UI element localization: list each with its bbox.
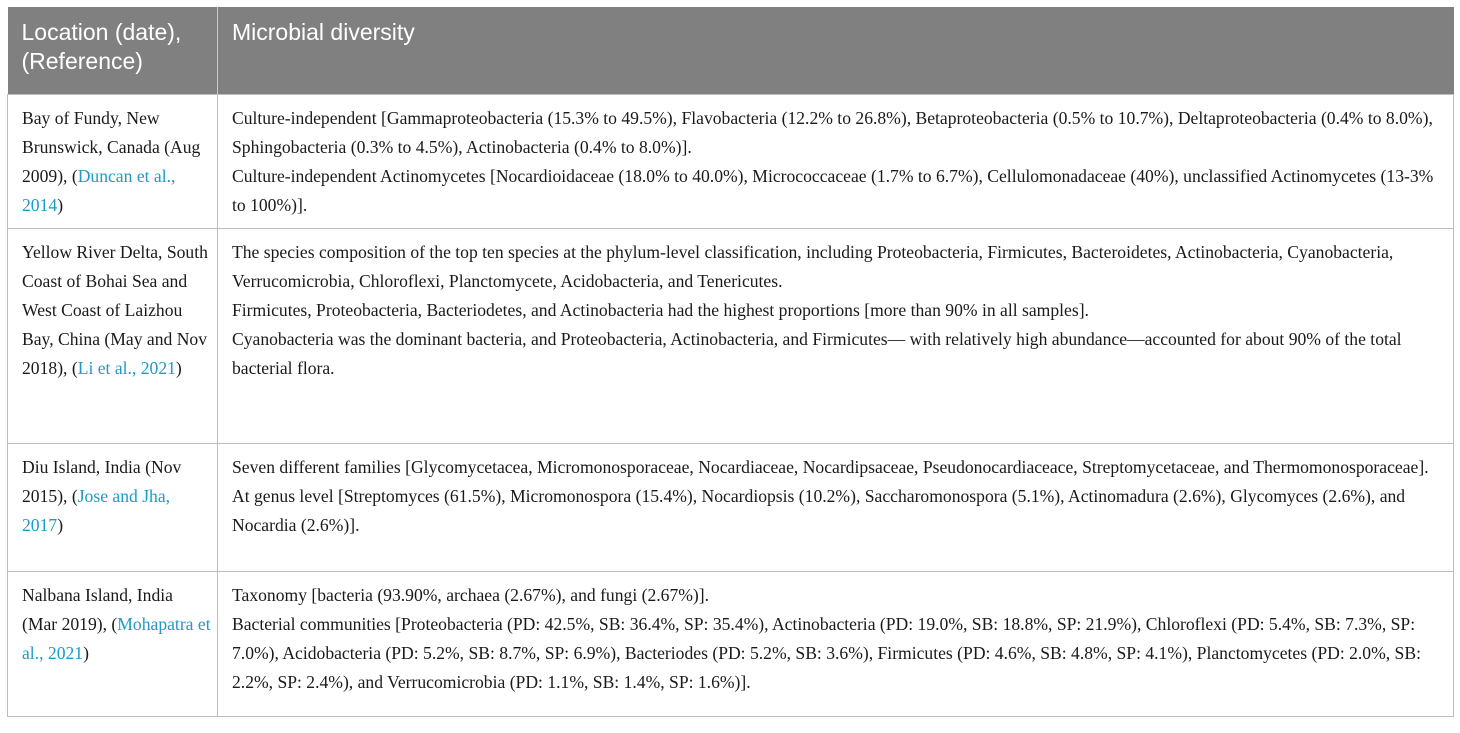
location-tail: ) bbox=[83, 642, 89, 663]
diversity-paragraph: Bacterial communities [Proteobacteria (PD: 42.5%, SB: 36.4%, SP: 35.4%), Actinobacteria (PD: 19.0%, SB: 18.8%, SP: 21.9%), Chloroflexi (PD: 5.4%, SB: 7.3%, SP: 7.0%), Acidobacteria (PD: 5.2%, SB: 8.7%, SP: 6.9%), Bacteriodes (PD: 5.2%, SB: 3.6%), Firmicutes (PD: 4.6%, SB: 4.8%, SP: 4.1%), Planctomycetes (PD: 2.0%, SB: 2.2%, SP: 2.4%), and Verrucomicrobia (PD: 1.1%, SB: 1.4%, SP: 1.6%)]. bbox=[232, 613, 1421, 692]
diversity-paragraph: Taxonomy [bacteria (93.90%, archaea (2.67%), and fungi (2.67%)]. bbox=[232, 584, 710, 605]
microbial-diversity-table bbox=[7, 7, 1454, 717]
table-row bbox=[8, 571, 1454, 716]
table-header-row bbox=[8, 7, 1454, 94]
diversity-paragraph: The species composition of the top ten species at the phylum-level classification, including Proteobacteria, Firmicutes, Bacteroidetes, Actinobacteria, Cyanobacteria, Verrucomicrobia, Chloroflexi, Planctomycete, Acidobacteria, and Tenericutes. bbox=[232, 241, 1394, 291]
diversity-cell bbox=[218, 571, 1454, 716]
table-row bbox=[8, 443, 1454, 571]
diversity-paragraph: At genus level [Streptomyces (61.5%), Micromonospora (15.4%), Nocardiopsis (10.2%), Saccharomonospora (5.1%), Actinomadura (2.6%), Glycomyces (2.6%), and Nocardia (2.6%)]. bbox=[232, 485, 1406, 535]
diversity-paragraph: Culture-independent Actinomycetes [Nocardioidaceae (18.0% to 40.0%), Micrococcaceae (1.7% to 6.7%), Cellulomonadaceae (40%), unclassified Actinomycetes (13-3% to 100%)]. bbox=[232, 165, 1434, 215]
location-tail: ) bbox=[57, 514, 64, 535]
diversity-paragraph: Firmicutes, Proteobacteria, Bacteriodetes, and Actinobacteria had the highest proportions [more than 90% in all samples]. bbox=[232, 299, 1089, 320]
location-cell bbox=[8, 94, 218, 228]
diversity-cell bbox=[218, 94, 1454, 228]
table-row bbox=[8, 228, 1454, 443]
location-text: Yellow River Delta, South Coast of Bohai Sea and West Coast of Laizhou Bay, China (May and Nov 2018), ( bbox=[22, 241, 208, 378]
diversity-paragraph: Culture-independent [Gammaproteobacteria (15.3% to 49.5%), Flavobacteria (12.2% to 26.8%), Betaproteobacteria (0.5% to 10.7%), Deltaproteobacteria (0.4% to 8.0%), Sphingobacteria (0.3% to 4.5%), Actinobacteria (0.4% to 8.0%)]. bbox=[232, 107, 1433, 157]
microbial-diversity-table-container bbox=[7, 7, 1453, 717]
header-location: Location (date), (Reference) bbox=[8, 7, 218, 94]
diversity-paragraph: Seven different families [Glycomycetacea, Micromonosporaceae, Nocardiaceae, Nocardipsaceae, Pseudonocardiaceace, Streptomycetaceae, and Thermomonosporaceae]. bbox=[232, 456, 1429, 477]
location-text: Diu Island, India (Nov 2015), ( bbox=[22, 456, 182, 506]
location-text: Bay of Fundy, New Brunswick, Canada (Aug 2009), ( bbox=[22, 107, 201, 186]
reference-link[interactable]: Duncan et al., 2014 bbox=[22, 165, 176, 215]
reference-link[interactable]: Mohapatra et al., 2021 bbox=[22, 613, 211, 663]
header-microbial-diversity: Microbial diversity bbox=[218, 7, 1454, 94]
diversity-cell bbox=[218, 443, 1454, 571]
location-cell bbox=[8, 228, 218, 443]
location-cell bbox=[8, 571, 218, 716]
location-tail: ) bbox=[175, 357, 182, 378]
diversity-paragraph: Cyanobacteria was the dominant bacteria, and Proteobacteria, Actinobacteria, and Firmicutes— with relatively high abundance—accounted for about 90% of the total bacterial flora. bbox=[232, 328, 1402, 378]
reference-link[interactable]: Jose and Jha, 2017 bbox=[22, 485, 171, 535]
diversity-cell bbox=[218, 228, 1454, 443]
table-row bbox=[8, 94, 1454, 228]
location-tail: ) bbox=[57, 194, 64, 215]
reference-link[interactable]: Li et al., 2021 bbox=[77, 357, 176, 378]
location-text: Nalbana Island, India (Mar 2019), ( bbox=[22, 584, 173, 634]
location-cell bbox=[8, 443, 218, 571]
